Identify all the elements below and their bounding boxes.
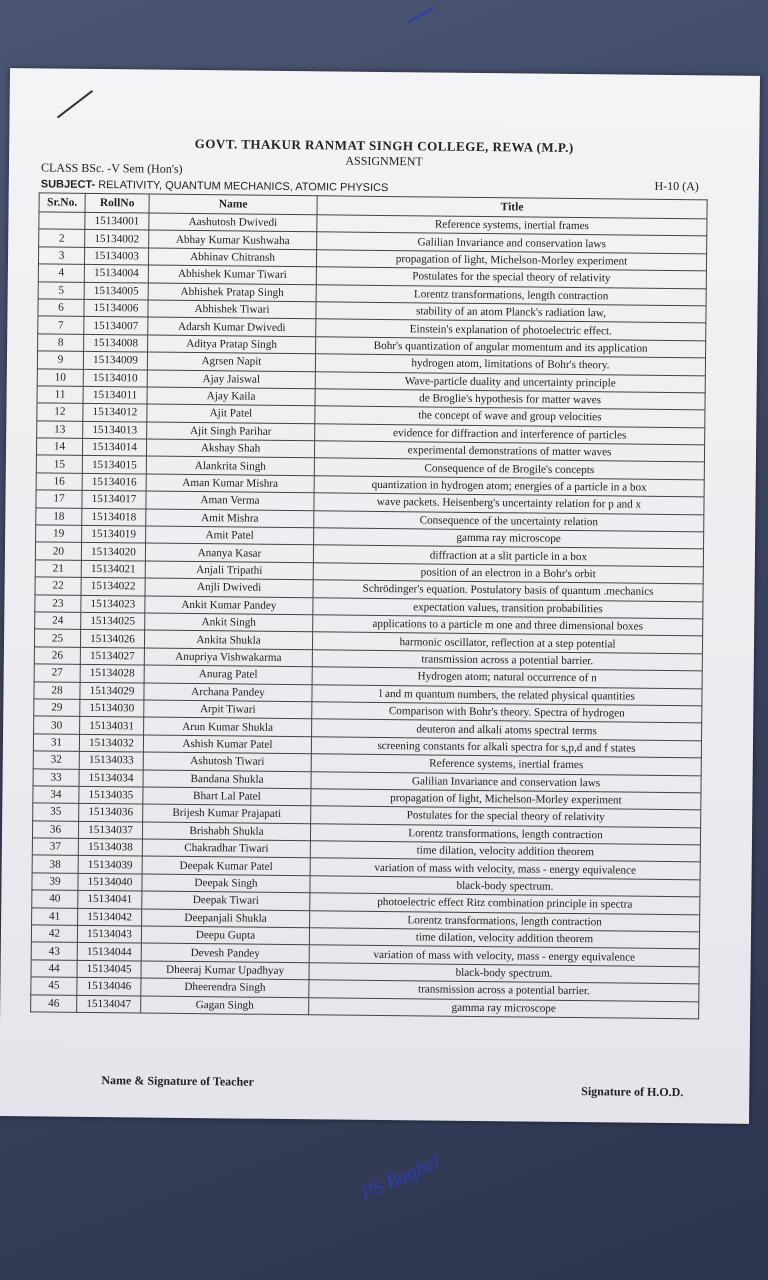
cell-name: Abhay Kumar Kushwaha (149, 230, 317, 249)
cell-title: propagation of light, Michelson-Morley experiment (316, 250, 706, 271)
cell-srno: 22 (35, 577, 81, 595)
cell-name: Ashish Kumar Patel (143, 735, 311, 754)
cell-rollno: 15134019 (82, 525, 146, 543)
cell-name: Ashutosh Tiwari (143, 752, 311, 771)
cell-srno: 33 (33, 768, 79, 786)
cell-name: Gagan Singh (141, 996, 309, 1015)
class-line: CLASS BSc. -V Sem (Hon's) (40, 160, 183, 176)
cell-title: Postulates for the special theory of relativity (311, 806, 701, 827)
cell-title: Bohr's quantization of angular momentum and its application (316, 337, 706, 358)
cell-title: time dilation, velocity addition theorem (310, 841, 700, 862)
cell-name: Aditya Pratap Singh (148, 335, 316, 354)
cell-title: black-body spectrum. (309, 963, 699, 984)
cell-name: Aman Kumar Mishra (146, 474, 314, 493)
cell-rollno: 15134034 (79, 769, 143, 787)
cell-rollno: 15134016 (82, 473, 146, 491)
cell-rollno: 15134032 (79, 734, 143, 752)
cell-name: Ananya Kasar (145, 543, 313, 562)
cell-title: diffraction at a slit particle in a box (313, 545, 703, 566)
cell-rollno: 15134039 (78, 856, 142, 874)
cell-name: Arpit Tiwari (144, 700, 312, 719)
cell-srno: 45 (31, 977, 77, 995)
subject-text: RELATIVITY, QUANTUM MECHANICS, ATOMIC PHYSICS (98, 179, 389, 195)
cell-srno: 46 (31, 994, 77, 1012)
cell-srno: 29 (34, 699, 80, 717)
cell-rollno: 15134026 (80, 630, 144, 648)
cell-rollno: 15134006 (84, 299, 148, 317)
cell-srno: 16 (36, 473, 82, 491)
table-body (31, 212, 707, 1019)
cell-rollno: 15134046 (77, 978, 141, 996)
cell-title: stability of an atom Planck's radiation law, (316, 302, 706, 323)
cell-title: l and m quantum numbers, the related physical quantities (312, 684, 702, 705)
cell-rollno: 15134030 (80, 699, 144, 717)
cell-srno: 11 (37, 386, 83, 404)
cell-title: quantization in hydrogen atom; energies of a particle in a box (314, 476, 704, 497)
cell-name: Ajay Kaila (147, 387, 315, 406)
cell-rollno: 15134003 (84, 247, 148, 265)
pen-tick-mark (57, 90, 93, 118)
cell-srno: 4 (38, 264, 84, 282)
cell-title: variation of mass with velocity, mass - energy equivalence (310, 858, 700, 879)
cell-rollno: 15134007 (84, 317, 148, 335)
cell-title: harmonic oscillator, reflection at a step potential (312, 632, 702, 653)
cell-title: screening constants for alkali spectra for s,p,d and f states (311, 736, 701, 757)
cell-title: evidence for diffraction and interference of particles (315, 423, 705, 444)
hod-signature-label: Signature of H.O.D. (581, 1084, 684, 1100)
cell-title: Postulates for the special theory of relativity (316, 267, 706, 288)
cell-srno: 2 (39, 229, 85, 247)
cell-srno: 7 (38, 316, 84, 334)
cell-title: transmission across a potential barrier. (312, 650, 702, 671)
header-title: Title (317, 196, 707, 219)
cell-name: Devesh Pandey (141, 943, 309, 962)
cell-name: Adarsh Kumar Dwivedi (148, 317, 316, 336)
cell-name: Alankrita Singh (146, 456, 314, 475)
cell-srno: 8 (38, 334, 84, 352)
cell-rollno: 15134015 (82, 456, 146, 474)
cell-name: Anjli Dwivedi (145, 578, 313, 597)
cell-name: Brishabh Shukla (142, 822, 310, 841)
cell-rollno: 15134022 (81, 578, 145, 596)
cell-name: Ajit Singh Parihar (147, 422, 315, 441)
header-srno: Sr.No. (39, 193, 85, 212)
cell-title: Galilian Invariance and conservation laws (317, 232, 707, 253)
cell-title: position of an electron in a Bohr's orbit (313, 563, 703, 584)
cell-srno: 17 (36, 490, 82, 508)
cell-title: Reference systems, inertial frames (317, 215, 707, 236)
cell-srno: 9 (37, 351, 83, 369)
cell-rollno: 15134031 (80, 717, 144, 735)
cell-srno: 36 (32, 821, 78, 839)
cell-srno (39, 212, 85, 230)
cell-name: Dheerendra Singh (141, 978, 309, 997)
cell-title: de Broglie's hypothesis for matter waves (315, 389, 705, 410)
cell-title: Consequence of de Brogile's concepts (314, 458, 704, 479)
cell-srno: 31 (33, 734, 79, 752)
cell-rollno: 15134045 (77, 960, 141, 978)
header-name: Name (149, 194, 317, 215)
subject-line (41, 178, 389, 194)
cell-title: Comparison with Bohr's theory. Spectra of hydrogen (312, 702, 702, 723)
cell-rollno: 15134020 (81, 543, 145, 561)
cell-title: Reference systems, inertial frames (311, 754, 701, 775)
cell-title: gamma ray microscope (314, 528, 704, 549)
cell-title: Lorentz transformations, length contraction (316, 284, 706, 305)
cell-srno: 14 (36, 438, 82, 456)
cell-srno: 24 (35, 612, 81, 630)
cell-title: Wave-particle duality and uncertainty principle (315, 371, 705, 392)
cell-rollno: 15134011 (83, 386, 147, 404)
cell-name: Deepu Gupta (141, 926, 309, 945)
cell-name: Abhinav Chitransh (148, 248, 316, 267)
subject-label: SUBJECT- (40, 178, 96, 191)
header-rollno: RollNo (85, 193, 149, 213)
signature-text: PS Baghel (357, 1150, 444, 1205)
cell-rollno: 15134043 (77, 925, 141, 943)
cell-srno: 26 (34, 647, 80, 665)
cell-name: Abhishek Pratap Singh (148, 283, 316, 302)
handwritten-signature (349, 1123, 484, 1212)
cell-title: the concept of wave and group velocities (315, 406, 705, 427)
cell-srno: 40 (32, 890, 78, 908)
college-title: GOVT. THAKUR RANMAT SINGH COLLEGE, REWA (M.P.) (194, 136, 574, 155)
cell-rollno: 15134008 (84, 334, 148, 352)
cell-rollno: 15134027 (80, 647, 144, 665)
cell-title: Lorentz transformations, length contraction (310, 910, 700, 931)
cell-rollno: 15134028 (80, 664, 144, 682)
cell-title: hydrogen atom, limitations of Bohr's theory. (315, 354, 705, 375)
cell-srno: 18 (36, 508, 82, 526)
cell-name: Deepak Singh (142, 874, 310, 893)
cell-rollno: 15134005 (84, 282, 148, 300)
paper-code: H-10 (A) (654, 178, 699, 194)
cell-title: photoelectric effect Ritz combination principle in spectra (310, 893, 700, 914)
cell-name: Akshay Shah (146, 439, 314, 458)
cell-title: time dilation, velocity addition theorem (309, 928, 699, 949)
cell-rollno: 15134038 (78, 838, 142, 856)
cell-srno: 21 (35, 560, 81, 578)
cell-srno: 19 (36, 525, 82, 543)
cell-title: deuteron and alkali atoms spectral terms (312, 719, 702, 740)
cell-rollno: 15134009 (83, 351, 147, 369)
cell-title: Hydrogen atom; natural occurrence of n (312, 667, 702, 688)
cell-rollno: 15134001 (85, 212, 149, 230)
cell-name: Abhishek Kumar Tiwari (148, 265, 316, 284)
document-type: ASSIGNMENT (345, 153, 423, 169)
cell-rollno: 15134047 (77, 995, 141, 1013)
cell-name: Anjali Tripathi (145, 561, 313, 580)
cell-srno: 25 (34, 629, 80, 647)
cell-title: experimental demonstrations of matter waves (314, 441, 704, 462)
cell-name: Aman Verma (146, 491, 314, 510)
cell-name: Bandana Shukla (143, 770, 311, 789)
cell-title: applications to a particle m one and three dimensional boxes (313, 615, 703, 636)
cell-title: Lorentz transformations, length contraction (310, 823, 700, 844)
cell-rollno: 15134023 (81, 595, 145, 613)
cell-name: Arun Kumar Shukla (144, 717, 312, 736)
cell-name: Dheeraj Kumar Upadhyay (141, 961, 309, 980)
cell-name: Aashutosh Dwivedi (149, 213, 317, 232)
cell-name: Bhart Lal Patel (143, 787, 311, 806)
cell-srno: 34 (33, 786, 79, 804)
cell-name: Amit Patel (146, 526, 314, 545)
cell-srno: 35 (33, 803, 79, 821)
cell-rollno: 15134017 (82, 491, 146, 509)
cell-title: black-body spectrum. (310, 876, 700, 897)
cell-rollno: 15134037 (78, 821, 142, 839)
cell-name: Ajit Patel (147, 404, 315, 423)
cell-rollno: 15134013 (83, 421, 147, 439)
cell-rollno: 15134002 (85, 230, 149, 248)
cell-srno: 28 (34, 681, 80, 699)
cell-srno: 37 (32, 838, 78, 856)
cell-name: Amit Mishra (146, 509, 314, 528)
cell-title: expectation values, transition probabilities (313, 597, 703, 618)
cell-rollno: 15134035 (79, 786, 143, 804)
cell-name: Anurag Patel (144, 665, 312, 684)
cell-title: Galilian Invariance and conservation laws (311, 771, 701, 792)
cell-srno: 44 (31, 960, 77, 978)
cell-rollno: 15134036 (79, 804, 143, 822)
cell-srno: 3 (38, 247, 84, 265)
cell-title: Schrödinger's equation. Postulatory basis of quantum .mechanics (313, 580, 703, 601)
cell-srno: 23 (35, 594, 81, 612)
cell-srno: 12 (37, 403, 83, 421)
assignment-sheet (0, 68, 760, 1124)
cell-name: Agrsen Napit (147, 352, 315, 371)
cell-name: Chakradhar Tiwari (142, 839, 310, 858)
cell-rollno: 15134025 (81, 612, 145, 630)
cell-name: Deepak Kumar Patel (142, 856, 310, 875)
cell-rollno: 15134044 (77, 943, 141, 961)
cell-srno: 41 (32, 907, 78, 925)
cell-rollno: 15134041 (78, 891, 142, 909)
cell-title: variation of mass with velocity, mass - energy equivalence (309, 945, 699, 966)
teacher-signature-label: Name & Signature of Teacher (101, 1073, 254, 1089)
cell-srno: 10 (37, 368, 83, 386)
cell-name: Anupriya Vishwakarma (144, 648, 312, 667)
pen-stroke-mark (408, 7, 435, 24)
cell-name: Deepanjali Shukla (142, 909, 310, 928)
cell-rollno: 15134040 (78, 873, 142, 891)
cell-srno: 39 (32, 873, 78, 891)
cell-name: Archana Pandey (144, 683, 312, 702)
cell-title: wave packets. Heisenberg's uncertainty relation for p and x (314, 493, 704, 514)
cell-name: Brijesh Kumar Prajapati (143, 804, 311, 823)
cell-title: Consequence of the uncertainty relation (314, 510, 704, 531)
cell-rollno: 15134004 (84, 265, 148, 283)
cell-name: Ankit Singh (145, 613, 313, 632)
cell-name: Ajay Jaiswal (147, 370, 315, 389)
cell-title: transmission across a potential barrier. (309, 980, 699, 1001)
cell-name: Ankit Kumar Pandey (145, 596, 313, 615)
cell-name: Ankita Shukla (144, 630, 312, 649)
assignment-table (30, 192, 708, 1019)
cell-srno: 5 (38, 281, 84, 299)
cell-rollno: 15134018 (82, 508, 146, 526)
cell-rollno: 15134021 (81, 560, 145, 578)
cell-srno: 30 (34, 716, 80, 734)
cell-srno: 38 (32, 855, 78, 873)
cell-title: gamma ray microscope (309, 997, 699, 1018)
cell-name: Deepak Tiwari (142, 891, 310, 910)
cell-rollno: 15134042 (78, 908, 142, 926)
cell-title: Einstein's explanation of photoelectric effect. (316, 319, 706, 340)
cell-srno: 42 (31, 925, 77, 943)
cell-srno: 15 (36, 455, 82, 473)
cell-rollno: 15134029 (80, 682, 144, 700)
cell-srno: 27 (34, 664, 80, 682)
cell-srno: 43 (31, 942, 77, 960)
cell-srno: 32 (33, 751, 79, 769)
cell-title: propagation of light, Michelson-Morley experiment (311, 789, 701, 810)
cell-rollno: 15134014 (82, 438, 146, 456)
cell-rollno: 15134033 (79, 751, 143, 769)
cell-srno: 20 (35, 542, 81, 560)
cell-rollno: 15134010 (83, 369, 147, 387)
cell-srno: 13 (37, 421, 83, 439)
cell-rollno: 15134012 (83, 404, 147, 422)
cell-name: Abhishek Tiwari (148, 300, 316, 319)
cell-srno: 6 (38, 299, 84, 317)
